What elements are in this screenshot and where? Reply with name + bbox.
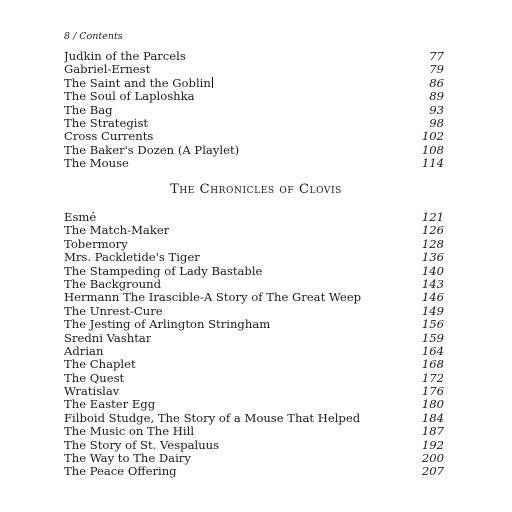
toc-entry-title: Adrian bbox=[64, 344, 104, 358]
toc-entry-page: 126 bbox=[421, 223, 444, 238]
toc-entry bbox=[64, 238, 444, 251]
toc-entry bbox=[64, 358, 444, 371]
toc-entry bbox=[64, 157, 444, 170]
toc-entry bbox=[64, 104, 444, 117]
toc-entry-page: 93 bbox=[429, 102, 444, 117]
toc-entry bbox=[64, 345, 444, 358]
toc-entry-page: 79 bbox=[429, 62, 444, 77]
toc-entry-title: The Stampeding of Lady Bastable bbox=[64, 264, 263, 278]
toc-entry-title: The Bag bbox=[64, 103, 113, 117]
toc-entry-page: 187 bbox=[421, 424, 444, 439]
toc-entry-page: 89 bbox=[429, 89, 444, 104]
toc-entry-title: Tobermory bbox=[64, 237, 128, 251]
toc-entry-title: The Quest bbox=[64, 371, 125, 385]
toc-entry bbox=[64, 90, 444, 103]
toc-entry-title: The Strategist bbox=[64, 116, 149, 130]
toc-entry bbox=[64, 385, 444, 398]
running-head: 8 / Contents bbox=[64, 31, 123, 42]
toc-entry bbox=[64, 291, 444, 304]
toc-entry-page: 200 bbox=[421, 451, 444, 466]
toc-entry-title: The Story of St. Vespaluus bbox=[64, 438, 220, 452]
toc-entry-title: The Soul of Laploshka bbox=[64, 90, 195, 104]
toc-entry bbox=[64, 318, 444, 331]
toc-entry-title: The Way to The Dairy bbox=[64, 452, 191, 466]
toc-entry bbox=[64, 117, 444, 130]
toc-entry-title: The Easter Egg bbox=[64, 398, 156, 412]
toc-entry bbox=[64, 425, 444, 438]
toc-entry-page: 140 bbox=[421, 263, 444, 278]
toc-entry bbox=[64, 412, 444, 425]
toc-entry-title: The Music on The Hill bbox=[64, 425, 195, 439]
toc-entry bbox=[64, 439, 444, 452]
toc-entry-title: Wratislav bbox=[64, 385, 120, 399]
toc-entry bbox=[64, 465, 444, 478]
section-heading: The Chronicles of Clovis bbox=[170, 182, 342, 197]
toc-entry-title: Esmé bbox=[64, 211, 97, 224]
toc-entry-page: 180 bbox=[421, 397, 444, 412]
toc-entry bbox=[64, 398, 444, 411]
toc-entry bbox=[64, 224, 444, 237]
toc-entry-page: 77 bbox=[429, 49, 444, 63]
toc-entry bbox=[64, 305, 444, 318]
toc-entry-page: 164 bbox=[421, 343, 444, 358]
toc-entry-page: 207 bbox=[421, 464, 444, 479]
toc-entry bbox=[64, 372, 444, 385]
toc-entry-page: 176 bbox=[421, 384, 444, 399]
toc-entry-page: 192 bbox=[421, 437, 444, 452]
toc-entry-title: The Jesting of Arlington Stringham bbox=[64, 318, 271, 332]
toc-entry-page: 184 bbox=[421, 410, 444, 425]
toc-entry-title: Gabriel-Ernest bbox=[64, 63, 151, 77]
toc-entry-title: The Background bbox=[64, 277, 161, 291]
contents-list-clovis bbox=[64, 211, 444, 479]
toc-entry-page: 168 bbox=[421, 357, 444, 372]
toc-entry bbox=[64, 452, 444, 465]
toc-entry-title: Hermann The Irascible-A Story of The Great Weep bbox=[64, 291, 362, 305]
toc-entry-title: Mrs. Packletide's Tiger bbox=[64, 251, 200, 265]
toc-entry bbox=[64, 144, 444, 157]
toc-entry-title: The Unrest-Cure bbox=[64, 304, 163, 318]
toc-entry-page: 102 bbox=[421, 129, 444, 144]
toc-entry-title: The Baker's Dozen (A Playlet) bbox=[64, 143, 240, 157]
contents-list bbox=[64, 50, 444, 171]
toc-entry bbox=[64, 130, 444, 143]
toc-entry-title: Sredni Vashtar bbox=[64, 331, 152, 345]
toc-entry bbox=[64, 211, 444, 224]
toc-entry-title: The Peace Offering bbox=[64, 465, 177, 479]
toc-entry-title: Filboid Studge, The Story of a Mouse That Helped bbox=[64, 411, 361, 425]
toc-entry-page: 108 bbox=[421, 142, 444, 157]
toc-entry-page: 159 bbox=[421, 330, 444, 345]
text-cursor bbox=[212, 77, 213, 88]
toc-entry-page: 143 bbox=[421, 276, 444, 291]
toc-entry-page: 114 bbox=[421, 156, 444, 171]
toc-entry bbox=[64, 265, 444, 278]
toc-entry-title: The Match-Maker bbox=[64, 224, 170, 238]
toc-entry-title: The Mouse bbox=[64, 157, 129, 171]
toc-entry bbox=[64, 77, 444, 90]
toc-entry-page: 149 bbox=[421, 303, 444, 318]
toc-entry-page: 128 bbox=[421, 236, 444, 251]
toc-entry-title: The Chaplet bbox=[64, 358, 136, 372]
toc-entry-page: 172 bbox=[421, 370, 444, 385]
toc-entry bbox=[64, 63, 444, 76]
toc-entry-page: 98 bbox=[429, 115, 444, 130]
toc-entry-title: Cross Currents bbox=[64, 130, 154, 144]
toc-entry-page: 146 bbox=[421, 290, 444, 305]
toc-entry-page: 86 bbox=[429, 75, 444, 90]
toc-entry-page: 121 bbox=[421, 210, 444, 224]
toc-entry-title: The Saint and the Goblin bbox=[64, 76, 211, 90]
toc-entry-title: Judkin of the Parcels bbox=[64, 50, 186, 63]
toc-entry bbox=[64, 50, 444, 63]
toc-entry bbox=[64, 332, 444, 345]
toc-entry-page: 136 bbox=[421, 250, 444, 265]
toc-entry bbox=[64, 251, 444, 264]
toc-entry-page: 156 bbox=[421, 317, 444, 332]
toc-entry bbox=[64, 278, 444, 291]
